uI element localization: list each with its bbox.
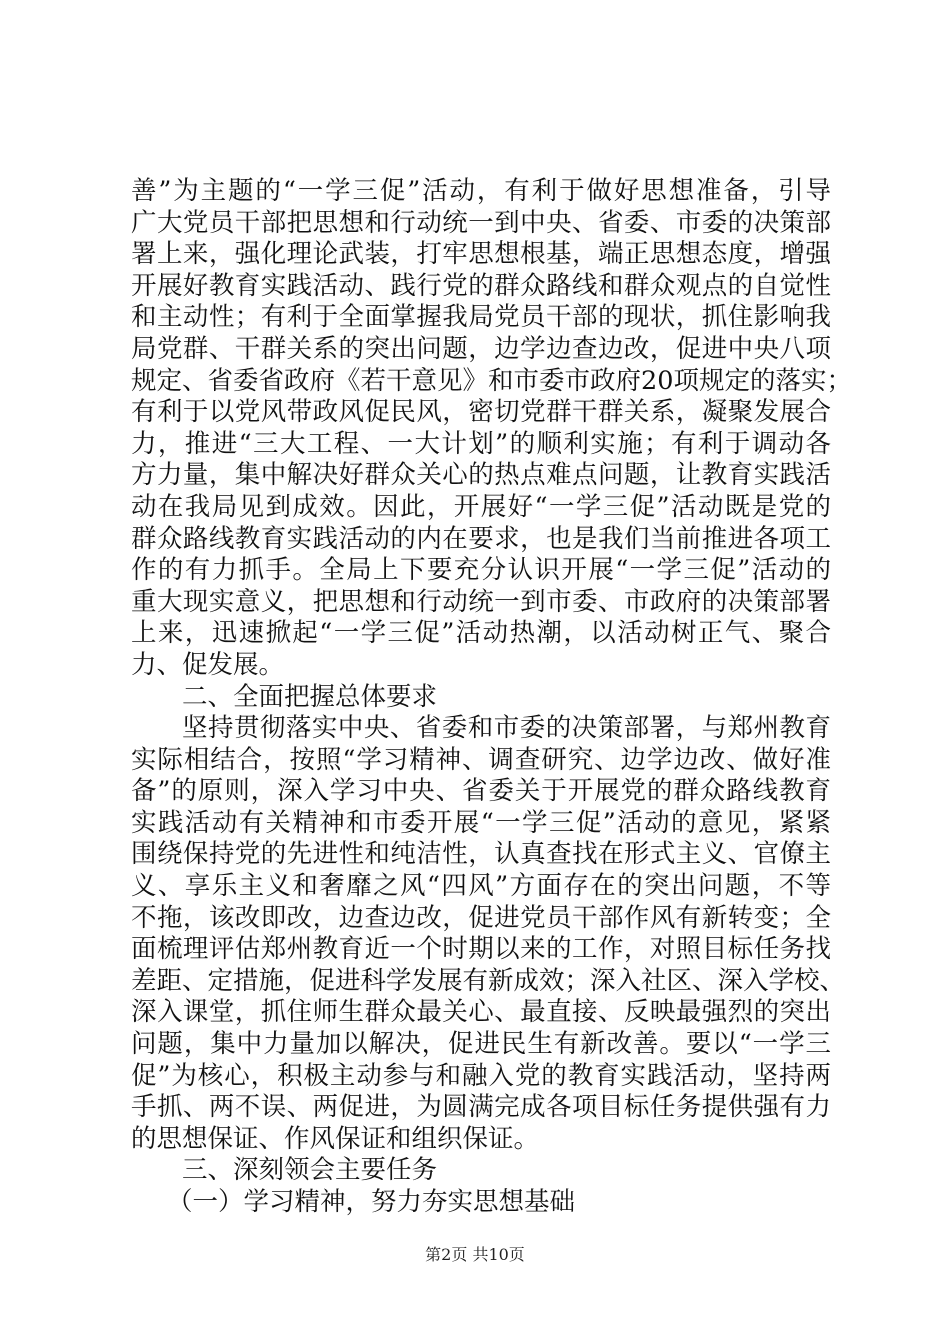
body-line: 局党群、干群关系的突出问题，边学边查边改，促进中央八项: [131, 333, 831, 364]
body-line: 群众路线教育实践活动的内在要求，也是我们当前推进各项工: [131, 523, 831, 554]
section-heading: 二、全面把握总体要求: [182, 681, 438, 712]
body-line: 围绕保持党的先进性和纯洁性，认真查找在形式主义、官僚主: [131, 839, 831, 870]
body-line: 作的有力抓手。全局上下要充分认识开展“一学三促”活动的: [131, 555, 831, 586]
body-line: 问题，集中力量加以解决，促进民生有新改善。要以“一学三: [131, 1029, 831, 1060]
body-line: 差距、定措施，促进科学发展有新成效；深入社区、深入学校、: [131, 965, 846, 996]
body-line: 手抓、两不误、两促进，为圆满完成各项目标任务提供强有力: [131, 1092, 831, 1123]
body-line: 规定、省委省政府《若干意见》和市委市政府20项规定的落实；: [131, 365, 852, 396]
body-line: 力，推进“三大工程、一大计划”的顺利实施；有利于调动各: [131, 428, 831, 459]
body-line: 实际相结合，按照“学习精神、调查研究、边学边改、做好准: [131, 744, 831, 775]
body-line: 促”为核心，积极主动参与和融入党的教育实践活动，坚持两: [131, 1060, 831, 1091]
body-line: 动在我局见到成效。因此，开展好“一学三促”活动既是党的: [131, 491, 831, 522]
body-line: 重大现实意义，把思想和行动统一到市委、市政府的决策部署: [131, 586, 831, 617]
body-line: 方力量，集中解决好群众关心的热点难点问题，让教育实践活: [131, 460, 831, 491]
body-line: 有利于以党风带政风促民风，密切党群干群关系，凝聚发展合: [131, 397, 831, 428]
subsection-heading: （一）学习精神，努力夯实思想基础: [167, 1187, 576, 1217]
body-line: 面梳理评估郑州教育近一个时期以来的工作，对照目标任务找: [131, 934, 831, 965]
body-line: 署上来，强化理论武装，打牢思想根基，端正思想态度，增强: [131, 239, 831, 270]
body-line: 备”的原则，深入学习中央、省委关于开展党的群众路线教育: [131, 776, 831, 807]
body-line: 开展好教育实践活动、践行党的群众路线和群众观点的自觉性: [131, 270, 831, 301]
body-line: 的思想保证、作风保证和组织保证。: [131, 1123, 540, 1154]
body-line: 广大党员干部把思想和行动统一到中央、省委、市委的决策部: [131, 207, 831, 238]
body-line: 和主动性；有利于全面掌握我局党员干部的现状，抓住影响我: [131, 302, 831, 333]
body-line: 力、促发展。: [131, 649, 285, 680]
body-line: 不拖，该改即改，边查边改，促进党员干部作风有新转变；全: [131, 902, 831, 933]
body-line: 实践活动有关精神和市委开展“一学三促”活动的意见，紧紧: [131, 807, 831, 838]
body-line: 善”为主题的“一学三促”活动，有利于做好思想准备，引导: [131, 176, 831, 206]
body-line: 深入课堂，抓住师生群众最关心、最直接、反映最强烈的突出: [131, 997, 831, 1028]
body-line: 坚持贯彻落实中央、省委和市委的决策部署，与郑州教育: [182, 713, 831, 744]
document-body: [131, 176, 852, 1219]
body-line: 义、享乐主义和奢靡之风“四风”方面存在的突出问题，不等: [131, 871, 831, 902]
page-number-footer: 第2页 共10页: [425, 1245, 525, 1264]
body-line: 上来，迅速掀起“一学三促”活动热潮，以活动树正气、聚合: [131, 618, 831, 649]
section-heading: 三、深刻领会主要任务: [182, 1155, 438, 1186]
